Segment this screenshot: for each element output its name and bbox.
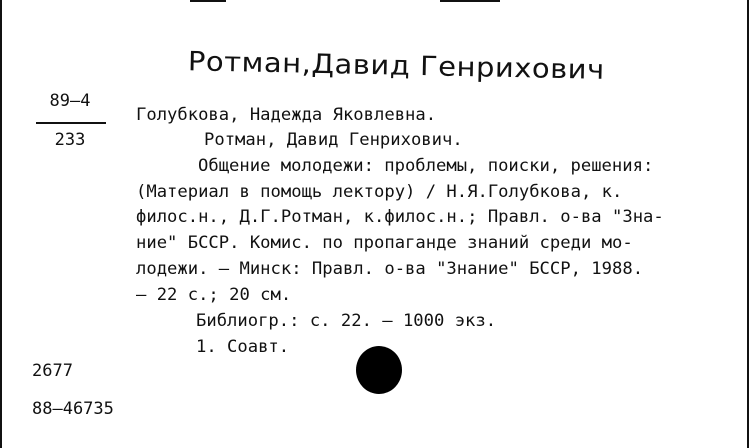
registration-number: 88–46735 [32,399,114,419]
punch-hole [356,346,402,394]
shelfmark-top: 89–4 [49,91,91,111]
description-line: – 22 с.; 20 см. [136,285,292,305]
left-edge-line [0,0,2,448]
shelfmark-divider [36,122,106,124]
author-heading: Голубкова, Надежда Яковлевна. [136,105,437,125]
right-edge-line [747,0,749,448]
description-line: (Материал в помощь лектору) / Н.Я.Голубкова, к. [136,182,623,202]
top-edge-mark-left [190,0,226,2]
tracing-note: 1. Соавт. [196,337,290,357]
description-line: лодежи. – Минск: Правл. о-ва "Знание" БССР, 1988. [136,259,644,279]
card-number: 2677 [32,361,73,381]
shelfmark-bottom: 233 [54,130,86,150]
description-line: филос.н., Д.Г.Ротман, к.филос.н.; Правл. о-ва "Зна- [136,207,664,227]
handwritten-name: Ротман,Давид Генрихович [187,45,606,86]
bibliography-note: Библиогр.: с. 22. – 1000 экз. [196,311,497,331]
description-line: Общение молодежи: проблемы, поиски, решения: [198,156,654,176]
added-entry: Ротман, Давид Генрихович. [204,130,463,150]
top-edge-mark-right [440,0,500,2]
description-line: ние" БССР. Комис. по пропаганде знаний среди мо- [136,233,633,253]
